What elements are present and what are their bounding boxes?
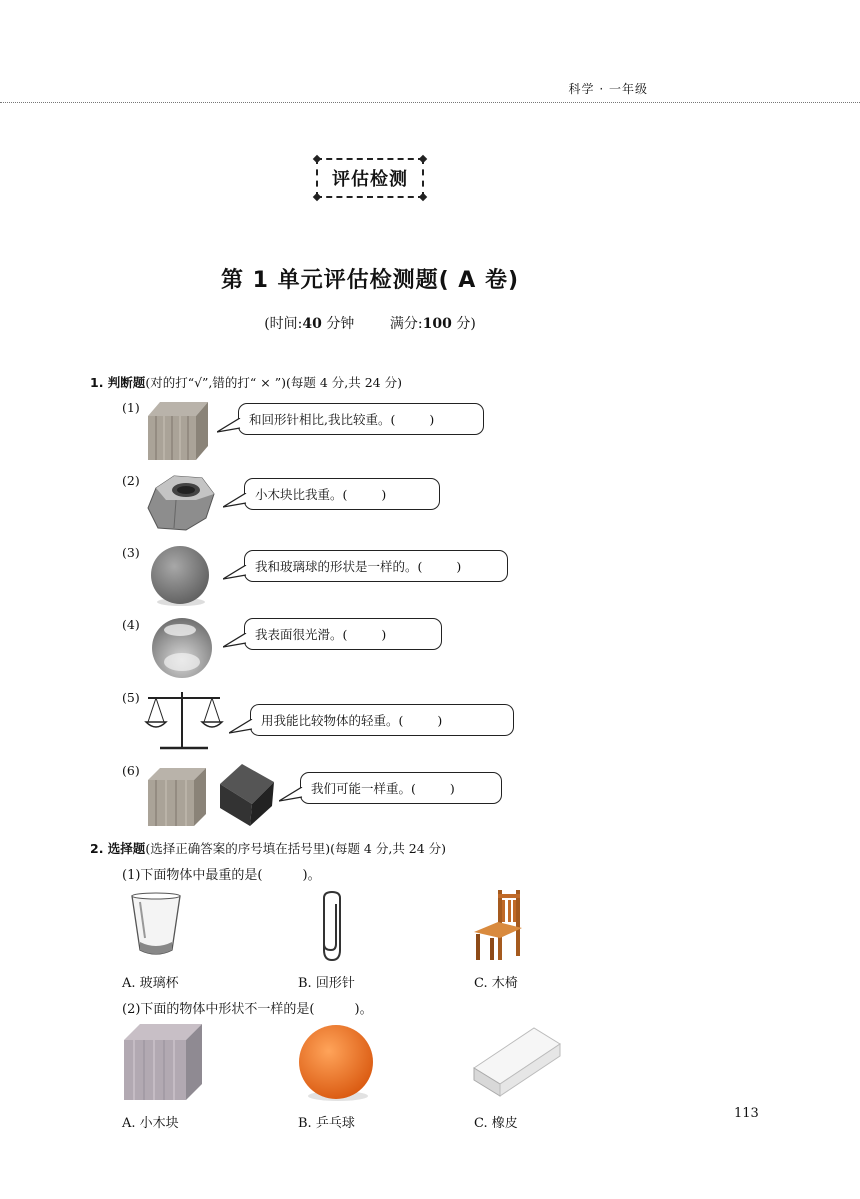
section1-heading-rest: (对的打“√”,错的打“ × ”)(每题 4 分,共 24 分) bbox=[145, 375, 402, 390]
exam-info bbox=[0, 313, 740, 333]
statement-bubble bbox=[244, 550, 508, 582]
option-label: B. 乒乓球 bbox=[298, 1116, 355, 1131]
item-number: (3) bbox=[122, 545, 140, 560]
statement-bubble bbox=[250, 704, 514, 736]
option-label: A. 玻璃杯 bbox=[122, 976, 179, 991]
wood-and-dark-cubes-image bbox=[146, 762, 276, 828]
wood-cube-image bbox=[122, 1022, 204, 1102]
statement-bubble bbox=[244, 618, 442, 650]
page-title: 第 1 单元评估检测题( A 卷) bbox=[220, 268, 520, 293]
score-value: 100 bbox=[422, 316, 452, 332]
page-number: 113 bbox=[734, 1106, 759, 1121]
section-badge bbox=[316, 158, 424, 198]
section2-heading bbox=[90, 839, 446, 857]
glass-marble-image bbox=[150, 616, 214, 680]
statement-text: 和回形针相比,我比较重。( bbox=[249, 412, 396, 427]
item-number: (5) bbox=[122, 690, 140, 705]
answer-paren-close: ) bbox=[456, 558, 462, 574]
option-label: A. 小木块 bbox=[122, 1116, 179, 1131]
orange-pingpong-ball-image bbox=[296, 1024, 378, 1104]
section2-heading-bold: 2. 选择题 bbox=[90, 841, 146, 856]
statement-text: 用我能比较物体的轻重。( bbox=[261, 713, 404, 728]
statement-text: 小木块比我重。( bbox=[255, 487, 348, 502]
item-number: (1) bbox=[122, 400, 140, 415]
time-label: (时间: bbox=[264, 316, 303, 332]
statement-bubble bbox=[238, 403, 484, 435]
prompt-end: )。 bbox=[354, 1002, 373, 1017]
metal-nut-image bbox=[146, 474, 216, 534]
prompt-end: )。 bbox=[302, 868, 321, 883]
statement-text: 我表面很光滑。( bbox=[255, 627, 348, 642]
section1-heading-bold: 1. 判断题 bbox=[90, 375, 146, 390]
score-label: 满分: bbox=[389, 316, 423, 332]
answer-paren-close: ) bbox=[449, 780, 455, 796]
statement-text: 我们可能一样重。( bbox=[311, 781, 416, 796]
wooden-chair-image bbox=[472, 888, 526, 962]
option-label: B. 回形针 bbox=[298, 976, 355, 991]
gray-ball-image bbox=[148, 544, 214, 608]
question-prompt bbox=[122, 864, 321, 883]
option-label: C. 橡皮 bbox=[474, 1116, 518, 1131]
prompt-text: (1)下面物体中最重的是( bbox=[122, 868, 263, 883]
question-prompt bbox=[122, 998, 373, 1017]
statement-bubble bbox=[244, 478, 440, 510]
wood-block-image bbox=[146, 398, 210, 462]
badge-label: 评估检测 bbox=[332, 169, 408, 190]
balance-scale-image bbox=[142, 688, 224, 754]
paper-clip-image bbox=[316, 890, 346, 964]
time-value: 40 bbox=[302, 316, 322, 332]
header-divider bbox=[0, 102, 860, 103]
item-number: (4) bbox=[122, 617, 140, 632]
option-label: C. 木椅 bbox=[474, 976, 518, 991]
section2-heading-rest: (选择正确答案的序号填在括号里)(每题 4 分,共 24 分) bbox=[145, 841, 447, 856]
time-unit: 分钟 bbox=[326, 316, 355, 332]
glass-cup-image bbox=[128, 892, 184, 962]
eraser-image bbox=[472, 1024, 562, 1100]
statement-bubble bbox=[300, 772, 502, 804]
answer-paren-close: ) bbox=[381, 486, 387, 502]
header-subject: 科学 · 一年级 bbox=[568, 82, 648, 96]
prompt-text: (2)下面的物体中形状不一样的是( bbox=[122, 1002, 315, 1017]
statement-text: 我和玻璃球的形状是一样的。( bbox=[255, 559, 423, 574]
section1-heading bbox=[90, 373, 402, 391]
answer-paren-close: ) bbox=[381, 626, 387, 642]
answer-paren-close: ) bbox=[429, 411, 435, 427]
score-unit: 分) bbox=[456, 316, 476, 332]
item-number: (6) bbox=[122, 763, 140, 778]
item-number: (2) bbox=[122, 473, 140, 488]
answer-paren-close: ) bbox=[437, 712, 443, 728]
